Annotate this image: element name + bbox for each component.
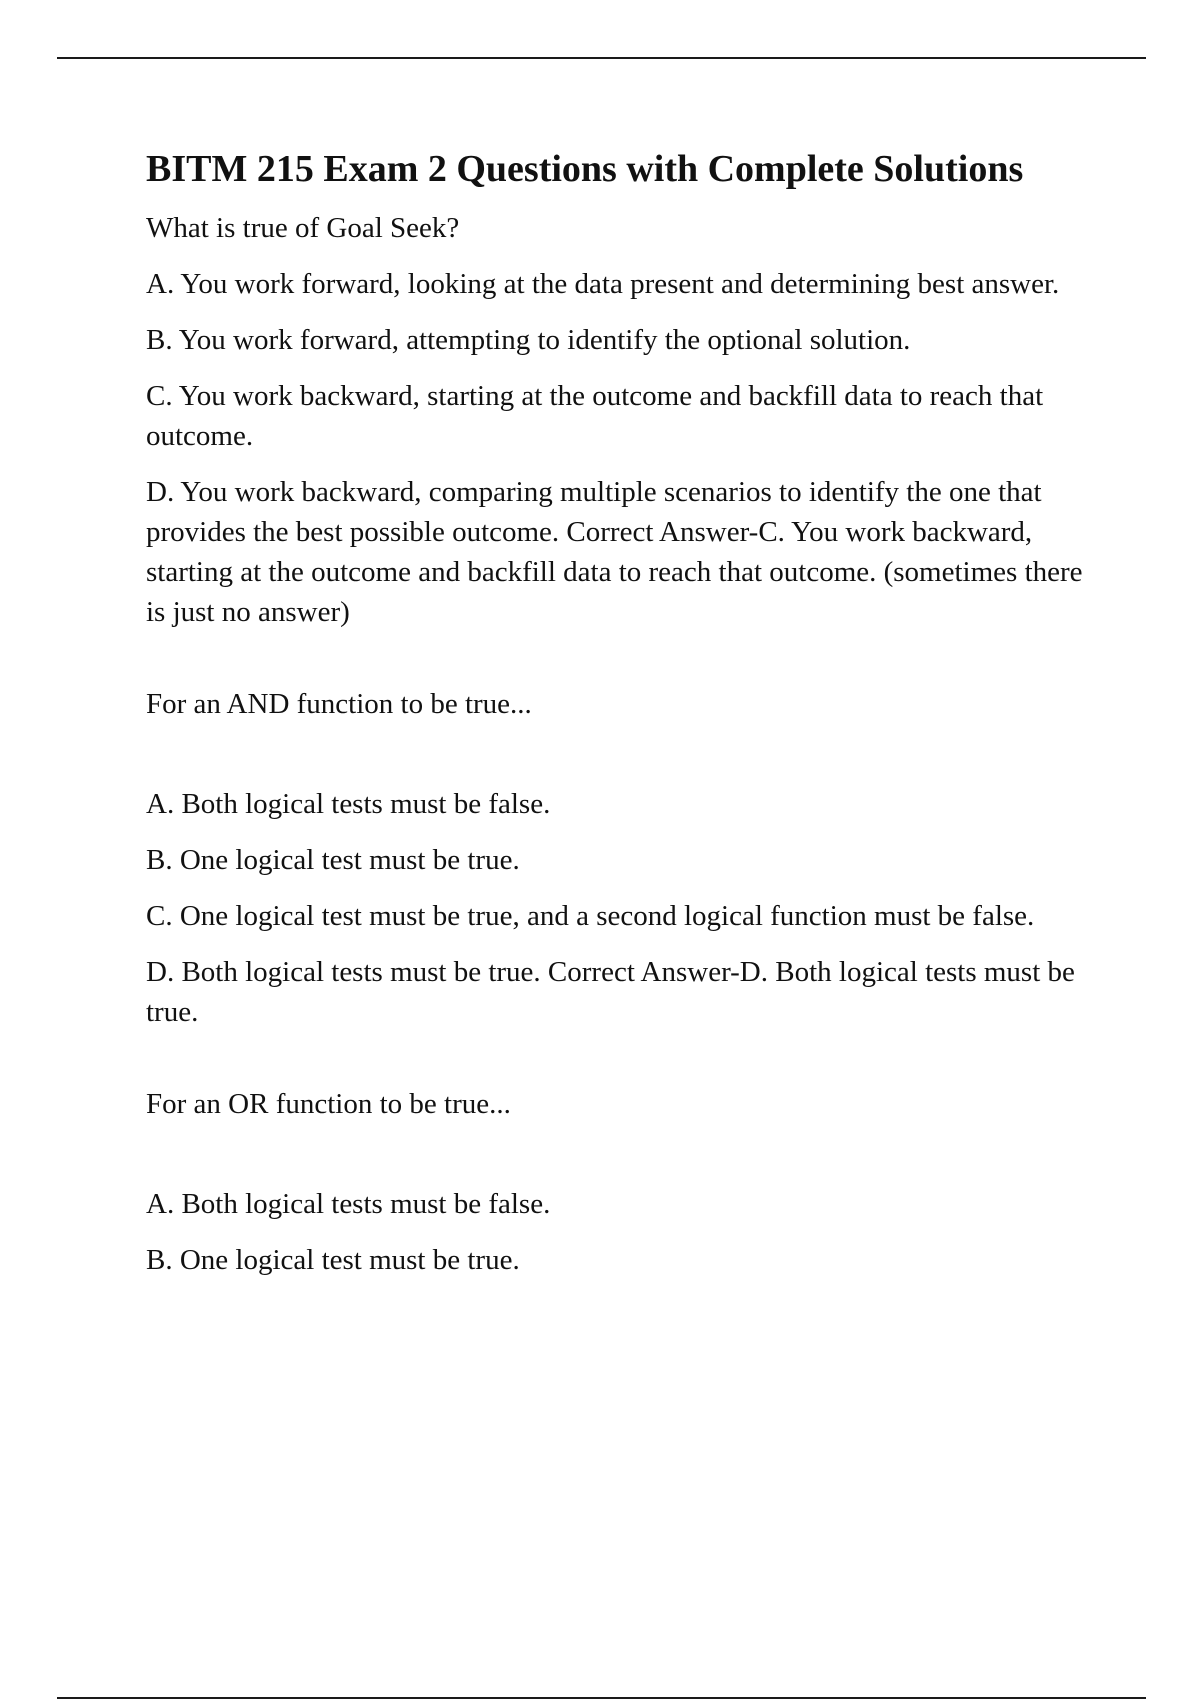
question-2-option-d: D. Both logical tests must be true. Correct Answer-D. Both logical tests must be true. [146,956,1075,1028]
question-1-option-c: C. You work backward, starting at the outcome and backfill data to reach that outcome. [146,380,1044,452]
question-2-option-a: A. Both logical tests must be false. [146,788,551,820]
question-3-stem: For an OR function to be true... [146,1088,511,1120]
question-1-stem: What is true of Goal Seek? [146,212,460,244]
question-2-stem: For an AND function to be true... [146,688,532,720]
question-1-option-a: A. You work forward, looking at the data present and determining best answer. [146,268,1060,300]
question-1-option-d: D. You work backward, comparing multiple scenarios to identify the one that provides the best possible outcome. Correct Answer-C. You work backward, starting at the outcome and backfill data to reach that outcome. (sometimes there is just no answer) [146,476,1083,628]
question-2-option-b: B. One logical test must be true. [146,844,520,876]
document-body [146,140,1086,1296]
footer-rule [57,1697,1146,1699]
question-2-option-c: C. One logical test must be true, and a second logical function must be false. [146,900,1035,932]
question-3-option-a: A. Both logical tests must be false. [146,1188,551,1220]
header-rule [57,57,1146,59]
question-3-option-b: B. One logical test must be true. [146,1244,520,1276]
document-title: BITM 215 Exam 2 Questions with Complete Solutions [146,148,1024,190]
question-1-option-b: B. You work forward, attempting to identify the optional solution. [146,324,911,356]
